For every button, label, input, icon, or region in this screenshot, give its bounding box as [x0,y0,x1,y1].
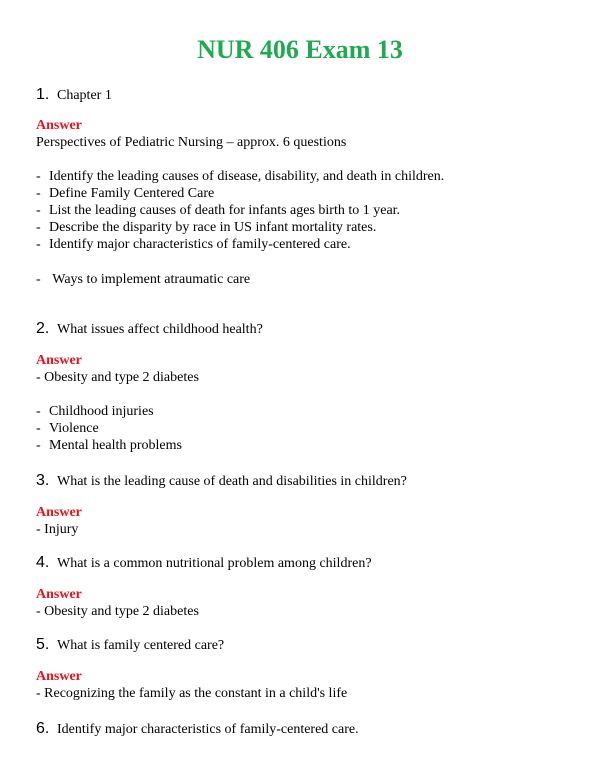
question-text: What issues affect childhood health? [57,322,263,337]
question-number: 2. [36,320,50,337]
question-text: What is family centered care? [57,638,225,653]
list-item: - Childhood injuries [36,404,154,419]
question-3 [36,472,407,490]
question-number: 3. [36,472,50,489]
answer-intro: - Recognizing the family as the constant in a child's life [36,686,348,701]
list-item: - Violence [36,421,99,436]
answer-label: Answer [36,587,82,602]
question-text: What is a common nutritional problem among children? [57,556,372,571]
list-item: - Identify the leading causes of disease, disability, and death in children. [36,169,445,184]
question-6 [36,720,359,738]
answer-label: Answer [36,118,82,133]
answer-label: Answer [36,505,82,520]
question-text: What is the leading cause of death and disabilities in children? [57,474,407,489]
answer-intro: Perspectives of Pediatric Nursing – approx. 6 questions [36,135,347,150]
question-number: 1. [36,86,50,103]
list-item: - List the leading causes of death for infants ages birth to 1 year. [36,203,401,218]
list-item: - Identify major characteristics of family-centered care. [36,237,351,252]
question-number: 4. [36,554,50,571]
list-item: - Ways to implement atraumatic care [36,272,251,287]
answer-intro: - Injury [36,522,79,537]
question-text: Chapter 1 [57,88,112,103]
question-text: Identify major characteristics of family-centered care. [57,722,359,737]
page-title: NUR 406 Exam 13 [197,35,403,64]
question-2 [36,320,263,338]
question-1 [36,86,112,104]
list-item: - Describe the disparity by race in US infant mortality rates. [36,220,377,235]
list-item: - Mental health problems [36,438,182,453]
question-number: 6. [36,720,50,737]
answer-intro: - Obesity and type 2 diabetes [36,370,199,385]
question-number: 5. [36,636,50,653]
answer-label: Answer [36,353,82,368]
list-item: - Define Family Centered Care [36,186,215,201]
answer-intro: - Obesity and type 2 diabetes [36,604,199,619]
question-5 [36,636,224,654]
answer-label: Answer [36,669,82,684]
question-4 [36,554,372,572]
